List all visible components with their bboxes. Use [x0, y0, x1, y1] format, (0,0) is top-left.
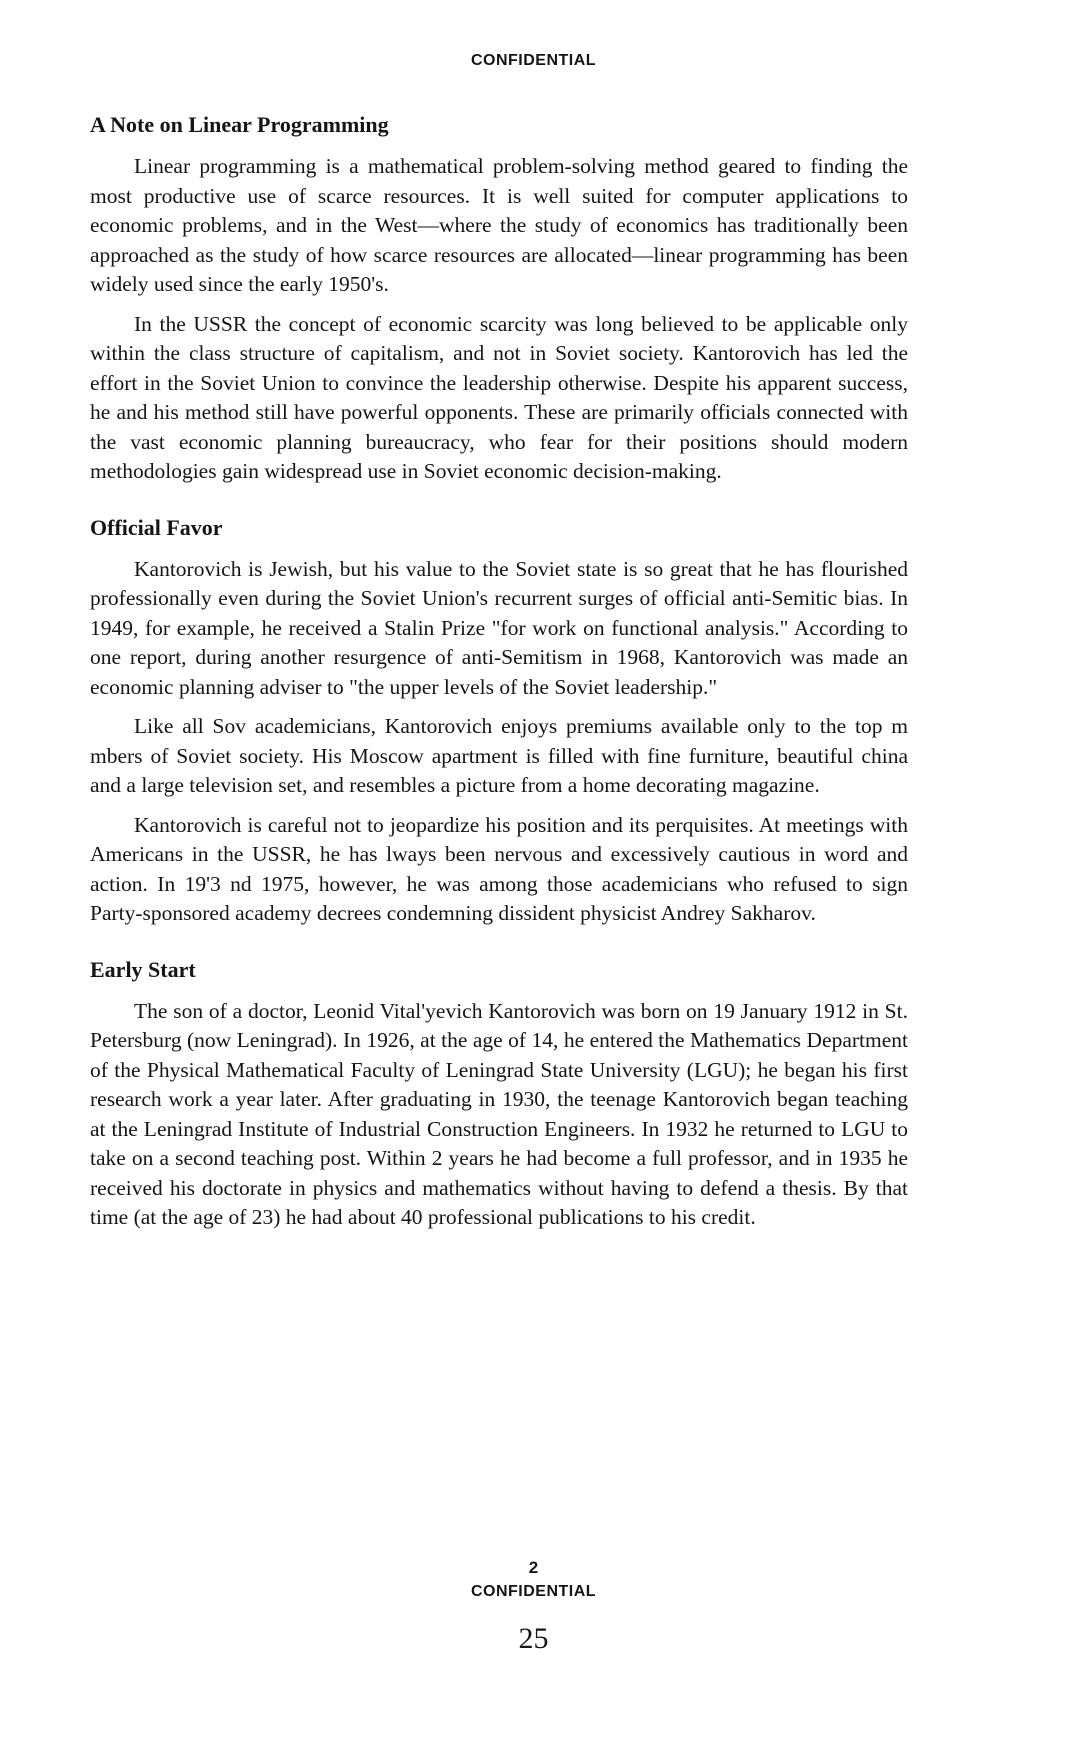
section-title: A Note on Linear Programming — [90, 112, 389, 137]
section-title: Official Favor — [90, 514, 223, 540]
section-title: Early Start — [90, 956, 196, 982]
classification-footer: CONFIDENTIAL — [470, 1583, 597, 1600]
paragraph: In the USSR the concept of economic scarcity was long believed to be applicable only within the class structure of capitalism, and not in Soviet society. Kantorovich has led the effort in the Soviet Union to convince the leadership otherwise. Despite his apparent success, he and his method still have powerful opponents. These are primarily officials connected with the vast economic planning bureaucracy, who fear for their positions should modern methodologies gain widespread use in Soviet economic decision-making. — [90, 311, 908, 483]
section-official-favor — [90, 513, 908, 929]
paragraph: Kantorovich is careful not to jeopardize his position and its perquisites. At meetings with Americans in the USSR, he has lways been nervous and excessively cautious in word and action. In 19'3 nd 1975, however, he was among those academicians who refused to sign Party-sponsored academy decrees condemning dissident physicist Andrey Sakharov. — [90, 812, 908, 925]
paragraph: Linear programming is a mathematical problem-solving method geared to finding the most productive use of scarce resources. It is well suited for computer applications to economic problems, and in the West—where the study of economics has traditionally been approached as the study of how scarce resources are allocated—linear programming has been widely used since the early 1950's. — [90, 154, 908, 296]
document-body — [90, 110, 908, 1233]
paragraph: Kantorovich is Jewish, but his value to the Soviet state is so great that he has flourished professionally even during the Soviet Union's recurrent surges of official anti-Semitic bias. In 1949, for example, he received a Stalin Prize "for work on functional analysis." According to one report, during another resurgence of anti-Semitism in 1968, Kantorovich was made an economic planning adviser to "the upper levels of the Soviet leadership." — [90, 556, 908, 699]
paragraph: Like all Sov academicians, Kantorovich enjoys premiums available only to the top m mbers of Soviet society. His Moscow apartment is filled with fine furniture, beautiful china and a large television set, and resembles a picture from a home decorating magazine. — [90, 714, 908, 797]
page-number: 2 — [528, 1558, 539, 1577]
paragraph: The son of a doctor, Leonid Vital'yevich Kantorovich was born on 19 January 1912 in St. Petersburg (now Leningrad). In 1926, at the age of 14, he entered the Mathematics Department of the Physical Mathematical Faculty of Leningrad State University (LGU); he began his first research work a year later. After graduating in 1930, the teenage Kantorovich began teaching at the Leningrad Institute of Industrial Construction Engineers. In 1932 he returned to LGU to take on a second teaching post. Within 2 years he had become a full professor, and in 1935 he received his doctorate in physics and mathematics without having to defend a thesis. By that time (at the age of 23) he had about 40 professional publications to his credit. — [90, 998, 908, 1229]
folio-number: 25 — [518, 1622, 549, 1655]
section-early-start — [90, 955, 908, 1233]
section-linear-programming — [90, 110, 908, 487]
classification-header: CONFIDENTIAL — [470, 52, 597, 69]
